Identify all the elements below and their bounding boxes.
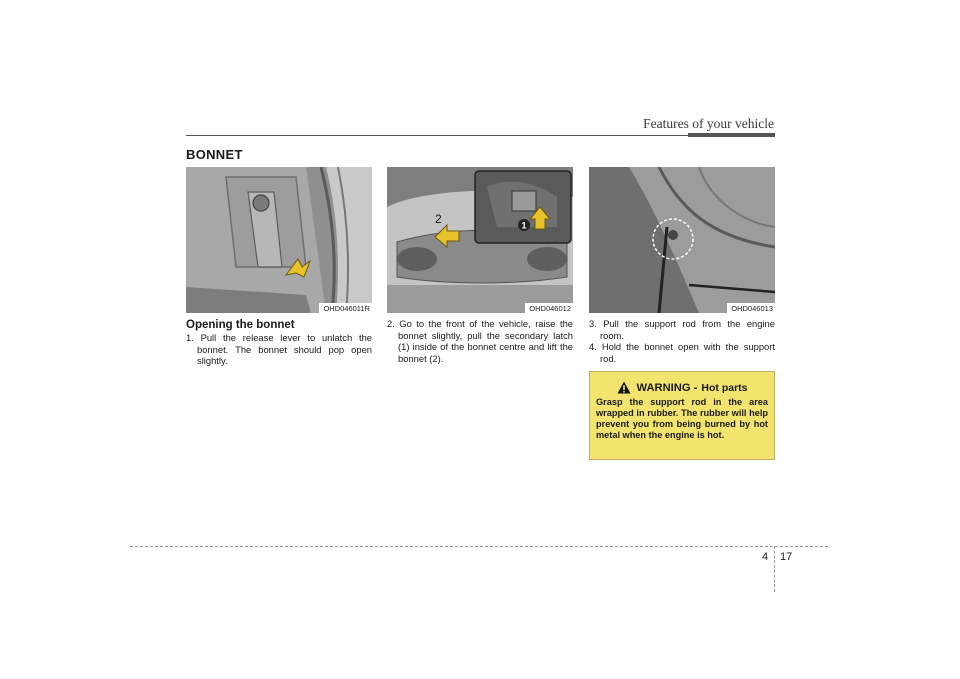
page-number: 17 bbox=[780, 551, 793, 563]
support-rod-illustration bbox=[589, 167, 775, 313]
chapter-number: 4 bbox=[762, 551, 769, 563]
figure-support-rod bbox=[589, 167, 775, 313]
header-rule-accent bbox=[688, 133, 775, 137]
warning-header bbox=[596, 381, 768, 394]
release-lever-illustration bbox=[186, 167, 372, 313]
footer-rule bbox=[130, 546, 828, 547]
secondary-latch-illustration bbox=[387, 167, 573, 313]
marker-1-badge bbox=[518, 219, 530, 231]
step-3: 3. Pull the support rod from the engine room. bbox=[589, 318, 775, 341]
figure-code: OHD046013 bbox=[727, 303, 775, 313]
header-rule bbox=[186, 135, 775, 136]
figure-secondary-latch bbox=[387, 167, 573, 313]
footer-divider bbox=[774, 546, 775, 592]
step-4: 4. Hold the bonnet open with the support rod. bbox=[589, 341, 775, 364]
figure-code: OHD046012 bbox=[525, 303, 573, 313]
column-1-text bbox=[186, 318, 372, 367]
column-2-text bbox=[387, 318, 573, 364]
warning-label: WARNING - bbox=[636, 381, 698, 394]
warning-body: Grasp the support rod in the area wrapped in rubber. The rubber will help prevent you from being burned by hot metal when the engine is hot. bbox=[596, 397, 768, 440]
warning-subject: Hot parts bbox=[701, 381, 748, 394]
step-2: 2. Go to the front of the vehicle, raise the bonnet slightly, pull the secondary latch (1) inside of the bonnet centre and lift the bonnet (2). bbox=[387, 318, 573, 364]
column-3-text bbox=[589, 318, 775, 364]
step-1: 1. Pull the release lever to unlatch the bonnet. The bonnet should pop open slightly. bbox=[186, 332, 372, 367]
subhead-opening-bonnet: Opening the bonnet bbox=[186, 319, 295, 331]
warning-box bbox=[589, 371, 775, 460]
warning-triangle-icon bbox=[617, 381, 631, 394]
figure-code: OHD046011R bbox=[319, 303, 372, 313]
svg-text:1: 1 bbox=[521, 220, 527, 231]
marker-2-label: 2 bbox=[435, 212, 442, 226]
figure-release-lever bbox=[186, 167, 372, 313]
section-title: BONNET bbox=[186, 147, 243, 162]
running-header: Features of your vehicle bbox=[643, 116, 774, 131]
